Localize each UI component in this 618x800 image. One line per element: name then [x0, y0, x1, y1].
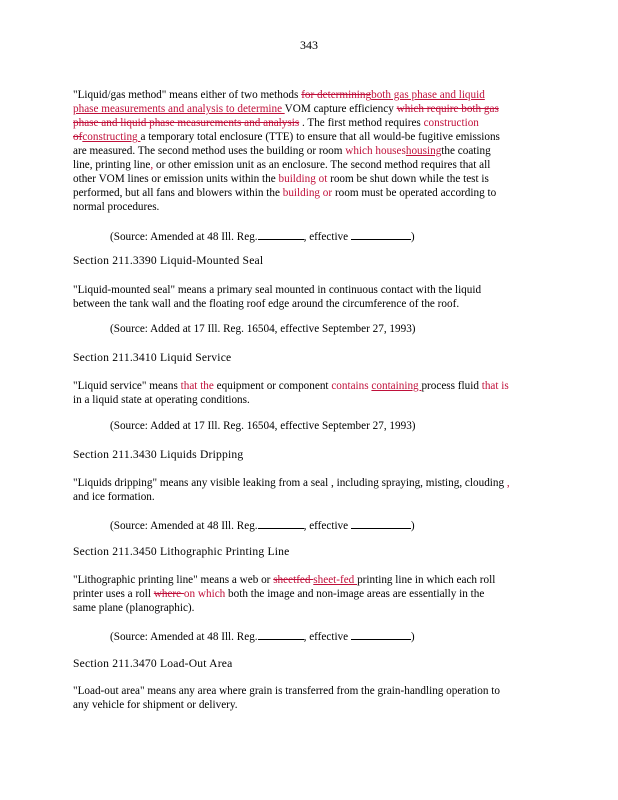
revised-text: that the: [180, 380, 214, 392]
text-run: "Load-out area" means any area where grain is transferred from the grain-handling operation to: [73, 685, 500, 697]
effective-blank: [351, 628, 411, 640]
liquid-service-definition: [73, 379, 551, 407]
text-run: room be shut down while the test is: [327, 173, 489, 185]
text-line: [73, 490, 551, 504]
text-line: [73, 172, 551, 186]
revised-text: which houses: [345, 145, 406, 157]
reg-blank: [258, 517, 304, 529]
inserted-text: phase measurements and analysis to determine: [73, 103, 285, 115]
text-run: are measured. The second method uses the building or room: [73, 145, 346, 157]
text-line: [73, 283, 551, 297]
source-note-amended-1: [110, 228, 415, 244]
deleted-text: sheetfed: [273, 574, 314, 586]
source-middle: , effective: [303, 631, 351, 643]
text-run: line, printing line: [73, 159, 151, 171]
text-run: and ice formation.: [73, 491, 155, 503]
liquid-gas-method-definition: [73, 88, 551, 214]
text-run: normal procedures.: [73, 201, 160, 213]
section-heading-3430: Section 211.3430 Liquids Dripping: [73, 448, 244, 461]
source-note-3430: [110, 517, 415, 533]
text-run: any vehicle for shipment or delivery.: [73, 699, 238, 711]
text-line: [73, 130, 551, 144]
text-run: "Liquid/gas method" means either of two methods: [73, 89, 302, 101]
text-run: performed, but all fans and blowers within the: [73, 187, 283, 199]
source-note-3390: (Source: Added at 17 Ill. Reg. 16504, effective September 27, 1993): [110, 323, 416, 335]
text-line: [73, 88, 551, 102]
revised-text: that is: [481, 380, 509, 392]
source-note-3410: (Source: Added at 17 Ill. Reg. 16504, effective September 27, 1993): [110, 420, 416, 432]
revised-text: ,: [150, 159, 154, 171]
liquid-mounted-seal-definition: [73, 283, 551, 311]
source-suffix: ): [410, 631, 415, 643]
text-line: [73, 144, 551, 158]
text-line: [73, 200, 551, 214]
text-line: [73, 297, 551, 311]
deleted-text: where: [153, 588, 184, 600]
revised-text: building or: [282, 187, 333, 199]
revised-text: construction: [423, 117, 479, 129]
text-line: [73, 684, 551, 698]
text-run: . The first method requires: [299, 117, 424, 129]
text-run: in a liquid state at operating conditions.: [73, 394, 250, 406]
source-note-3450: [110, 628, 415, 644]
text-line: [73, 186, 551, 200]
text-run: process fluid: [421, 380, 482, 392]
text-run: VOM capture efficiency: [284, 103, 397, 115]
text-line: [73, 573, 551, 587]
source-middle: , effective: [303, 231, 351, 243]
text-run: "Lithographic printing line" means a web or: [73, 574, 274, 586]
source-prefix: (Source: Amended at 48 Ill. Reg.: [110, 231, 258, 243]
text-line: [73, 158, 551, 172]
deleted-text: which require both gas: [396, 103, 499, 115]
section-heading-3390: Section 211.3390 Liquid-Mounted Seal: [73, 254, 264, 267]
source-prefix: (Source: Amended at 48 Ill. Reg.: [110, 631, 258, 643]
inserted-text: constructing: [82, 131, 141, 143]
deleted-text: of: [73, 131, 83, 143]
section-heading-3410: Section 211.3410 Liquid Service: [73, 351, 232, 364]
reg-blank: [258, 628, 304, 640]
text-run: other VOM lines or emission units within the: [73, 173, 279, 185]
text-line: [73, 102, 551, 116]
text-run: a temporary total enclosure (TTE) to ensure that all would-be fugitive emissions: [140, 131, 500, 143]
text-line: [73, 601, 551, 615]
text-run: "Liquid-mounted seal" means a primary seal mounted in continuous contact with the liquid: [73, 284, 482, 296]
deleted-text: phase and liquid phase measurements and analysis: [73, 117, 300, 129]
inserted-text: both gas phase and liquid: [371, 89, 485, 101]
effective-blank: [351, 517, 411, 529]
text-line: [73, 379, 551, 393]
inserted-text: containing: [371, 380, 422, 392]
lithographic-printing-line-definition: [73, 573, 551, 615]
text-line: [73, 476, 551, 490]
text-run: or other emission unit as an enclosure. The second method requires that all: [153, 159, 491, 171]
revised-text: on which: [183, 588, 226, 600]
text-line: [73, 698, 551, 712]
text-run: between the tank wall and the floating roof edge around the circumference of the roof.: [73, 298, 460, 310]
liquids-dripping-definition: [73, 476, 551, 504]
page-number: 343: [300, 38, 318, 52]
inserted-text: sheet-fed: [313, 574, 358, 586]
text-line: [73, 393, 551, 407]
load-out-area-definition: [73, 684, 551, 712]
text-line: [73, 116, 551, 130]
inserted-text: housing: [405, 145, 442, 157]
revised-text: contains: [331, 380, 372, 392]
source-suffix: ): [410, 231, 415, 243]
source-suffix: ): [410, 520, 415, 532]
text-run: equipment or component: [213, 380, 332, 392]
text-run: same plane (planographic).: [73, 602, 195, 614]
revised-text: ,: [506, 477, 510, 489]
text-run: the coating: [441, 145, 491, 157]
revised-text: building ot: [278, 173, 328, 185]
text-run: printer uses a roll: [73, 588, 154, 600]
text-run: "Liquids dripping" means any visible leaking from a seal , including spraying, misting, clouding: [73, 477, 507, 489]
text-run: "Liquid service" means: [73, 380, 181, 392]
source-prefix: (Source: Amended at 48 Ill. Reg.: [110, 520, 258, 532]
reg-blank: [258, 228, 304, 240]
section-heading-3450: Section 211.3450 Lithographic Printing Line: [73, 545, 290, 558]
text-run: both the image and non-image areas are essentially in the: [225, 588, 485, 600]
text-line: [73, 587, 551, 601]
deleted-text: for determining: [301, 89, 372, 101]
section-heading-3470: Section 211.3470 Load-Out Area: [73, 657, 233, 670]
text-run: printing line in which each roll: [357, 574, 496, 586]
source-middle: , effective: [303, 520, 351, 532]
effective-blank: [351, 228, 411, 240]
text-run: room must be operated according to: [332, 187, 497, 199]
